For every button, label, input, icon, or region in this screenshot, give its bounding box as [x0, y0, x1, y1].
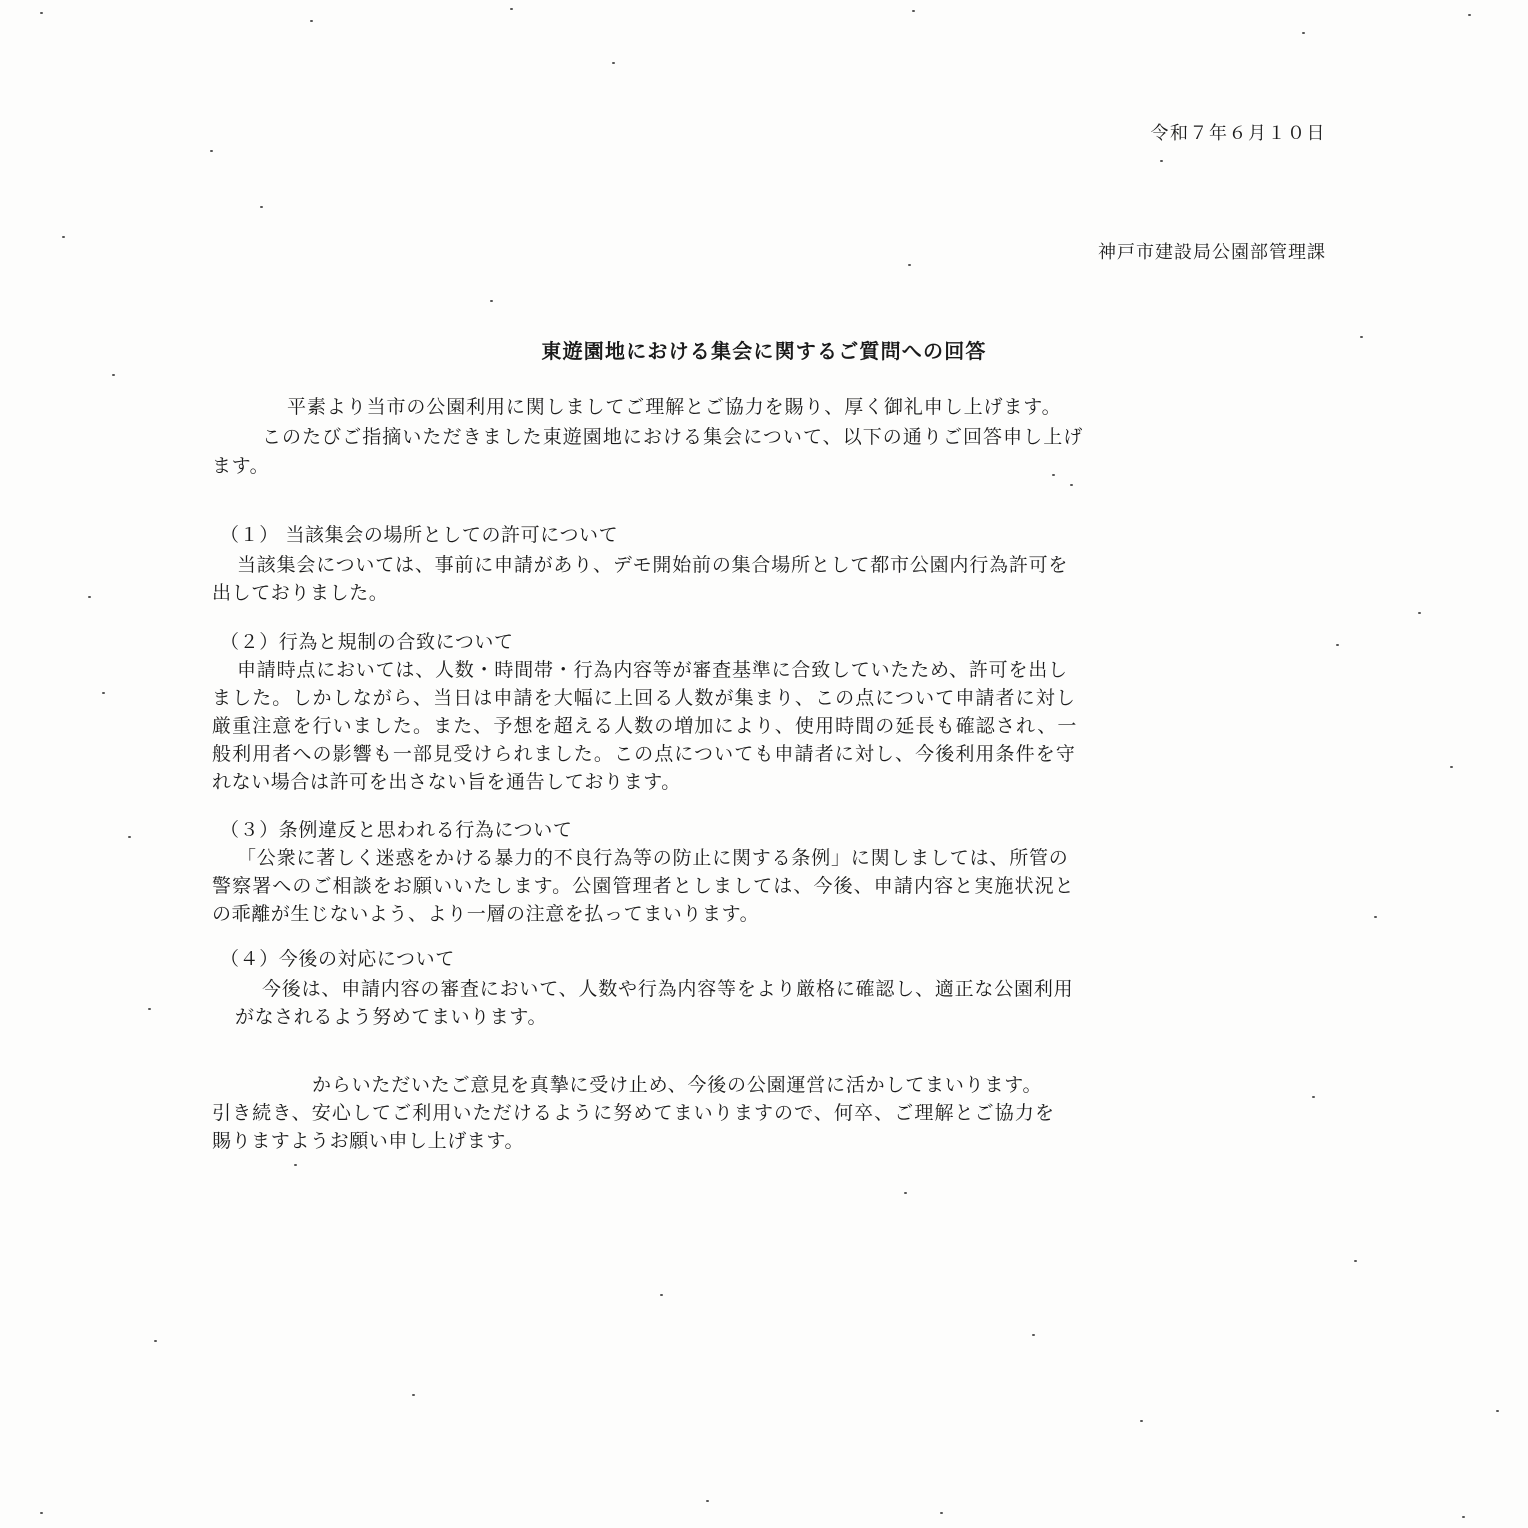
scan-speck [294, 1164, 297, 1166]
scan-speck [148, 1008, 151, 1010]
section-heading: （４）今後の対応について [220, 948, 455, 970]
scan-speck [1450, 766, 1453, 768]
section-line: 警察署へのご相談をお願いいたします。公園管理者としましては、今後、申請内容と実施状況と [212, 875, 1075, 897]
scan-speck [706, 1500, 709, 1502]
scan-speck [40, 1512, 43, 1514]
document-date: 令和７年６月１０日 [1150, 123, 1326, 144]
section-line: ました。しかしながら、当日は申請を大幅に上回る人数が集まり、この点について申請者に対し [212, 687, 1076, 709]
scan-speck [310, 20, 313, 22]
scan-speck [912, 10, 915, 12]
section-line: の乖離が生じないよう、より一層の注意を払ってまいります。 [212, 903, 760, 925]
scan-speck [1374, 916, 1377, 918]
section-line: れない場合は許可を出さない旨を通告しております。 [212, 771, 681, 793]
section-line: 般利用者への影響も一部見受けられました。この点についても申請者に対し、今後利用条件を守 [212, 743, 1076, 765]
section-line: 当該集会については、事前に申請があり、デモ開始前の集合場所として都市公園内行為許可を [237, 554, 1069, 576]
scan-speck [1312, 1096, 1315, 1098]
section-line: 厳重注意を行いました。また、予想を超える人数の増加により、使用時間の延長も確認され、一 [212, 715, 1078, 737]
scan-speck [1496, 1410, 1499, 1412]
section-line: 「公衆に著しく迷惑をかける暴力的不良行為等の防止に関する条例」に関しましては、所管の [237, 847, 1069, 869]
scan-speck [412, 1394, 415, 1396]
scan-speck [260, 206, 263, 208]
section-line: 出しておりました。 [212, 582, 389, 604]
scan-speck [1032, 1334, 1035, 1336]
scan-speck [904, 1192, 907, 1194]
section-heading: （２）行為と規制の合致について [220, 631, 514, 653]
scan-speck [1418, 612, 1421, 614]
scan-speck [1468, 14, 1471, 16]
scan-speck [1070, 484, 1073, 486]
intro-line: このたびご指摘いただきました東遊園地における集会について、以下の通りご回答申し上げ [262, 426, 1084, 448]
document-title: 東遊園地における集会に関するご質問への回答 [541, 339, 987, 363]
scan-speck [510, 8, 513, 10]
scan-speck [154, 1340, 157, 1342]
scan-speck [940, 1512, 943, 1514]
closing-line: 賜りますようお願い申し上げます。 [212, 1130, 525, 1152]
scan-speck [660, 1294, 663, 1296]
scan-speck [88, 596, 91, 598]
scan-speck [908, 264, 911, 266]
scan-speck [1360, 336, 1363, 338]
scan-speck [112, 374, 115, 376]
scan-speck [1140, 1420, 1143, 1422]
scan-speck [612, 62, 615, 64]
intro-line: ます。 [212, 455, 270, 477]
scan-speck [1052, 474, 1055, 476]
intro-line: 平素より当市の公園利用に関しましてご理解とご協力を賜り、厚く御礼申し上げます。 [287, 396, 1062, 418]
scan-speck [1302, 32, 1305, 34]
scan-speck [62, 236, 65, 238]
scan-speck [1336, 644, 1339, 646]
scan-speck [40, 12, 43, 14]
section-line: 申請時点においては、人数・時間帯・行為内容等が審査基準に合致していたため、許可を出し [237, 659, 1068, 681]
sender-department: 神戸市建設局公園部管理課 [1098, 242, 1326, 263]
scan-speck [210, 150, 213, 152]
scan-speck [1160, 160, 1163, 162]
scan-speck [1354, 1260, 1357, 1262]
closing-line: 引き続き、安心してご利用いただけるように努めてまいりますので、何卒、ご理解とご協力を [212, 1102, 1056, 1124]
section-line: 今後は、申請内容の審査において、人数や行為内容等をより厳格に確認し、適正な公園利用 [262, 978, 1074, 1000]
scan-speck [1462, 1516, 1465, 1518]
scan-speck [102, 692, 105, 694]
section-heading: （１） 当該集会の場所としての許可について [220, 524, 619, 546]
closing-line: からいただいたご意見を真摯に受け止め、今後の公園運営に活かしてまいります。 [312, 1074, 1043, 1096]
scan-speck [128, 836, 131, 838]
section-line: がなされるよう努めてまいります。 [235, 1006, 548, 1028]
section-heading: （３）条例違反と思われる行為について [220, 819, 573, 841]
scan-speck [490, 300, 493, 302]
